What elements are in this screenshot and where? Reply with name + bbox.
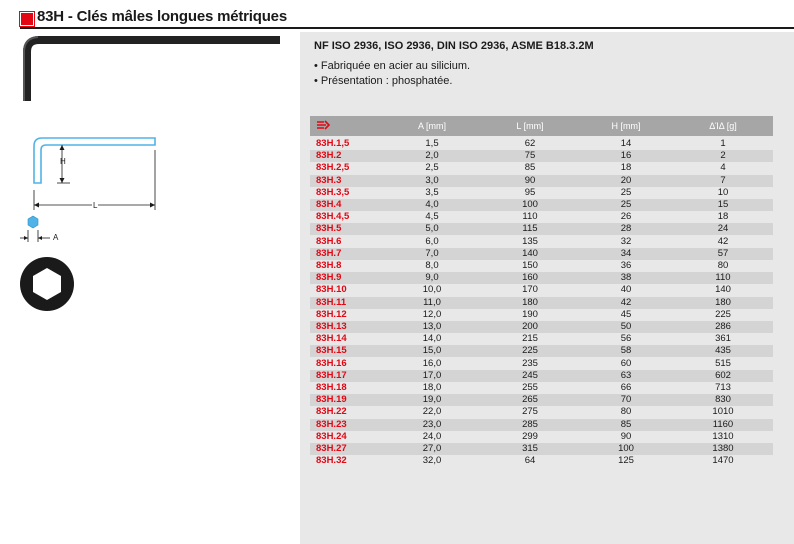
table-row (310, 309, 773, 321)
reference-code: 83H.17 (316, 369, 347, 381)
reference-code: 83H.9 (316, 272, 342, 284)
cell-h: 32 (620, 235, 632, 247)
column-header-h: H [mm] (611, 121, 641, 131)
cell-a: 5,0 (425, 223, 439, 235)
reference-code: 83H.11 (316, 296, 347, 308)
l-dimension-label: L (93, 201, 98, 210)
table-row (310, 211, 773, 223)
reference-code: 83H.1,5 (316, 138, 350, 149)
product-illustrations (0, 0, 300, 320)
cell-h: 42 (620, 296, 632, 308)
reference-code: 83H.32 (316, 455, 347, 467)
table-row (310, 199, 773, 211)
cell-a: 3,0 (425, 174, 439, 186)
cell-a: 16,0 (422, 357, 442, 369)
column-header-l: L [mm] (516, 121, 544, 131)
reference-code: 83H.6 (316, 235, 342, 247)
cell-l: 135 (522, 235, 538, 247)
cell-a: 11,0 (423, 296, 441, 308)
cell-h: 125 (618, 455, 634, 467)
cell-h: 16 (620, 150, 632, 162)
cell-g: 57 (717, 247, 729, 259)
hex-socket-icon (20, 257, 74, 311)
table-row (310, 370, 773, 382)
cell-h: 28 (620, 223, 632, 235)
cell-a: 32,0 (422, 455, 442, 467)
cell-g: 80 (717, 260, 729, 271)
cell-h: 20 (620, 174, 632, 186)
cell-a: 15,0 (422, 345, 442, 357)
cell-h: 36 (620, 260, 632, 271)
cell-l: 160 (522, 272, 538, 284)
reference-code: 83H.5 (316, 223, 342, 235)
cell-h: 25 (620, 199, 632, 210)
cell-h: 38 (620, 272, 632, 284)
table-row (310, 272, 773, 284)
cell-a: 2,0 (425, 150, 439, 162)
h-dimension-label: H (60, 157, 66, 166)
cell-h: 50 (620, 321, 632, 332)
reference-code: 83H.19 (316, 394, 347, 406)
reference-code: 83H.3,5 (316, 186, 350, 198)
reference-code: 83H.24 (316, 430, 347, 442)
cell-l: 64 (524, 455, 536, 467)
cell-l: 115 (522, 223, 538, 235)
cell-h: 63 (620, 369, 632, 381)
cell-l: 255 (522, 382, 538, 393)
table-row (310, 333, 773, 345)
table-row (310, 260, 773, 272)
reference-code: 83H.3 (316, 174, 342, 186)
cell-g: 361 (715, 333, 731, 345)
cell-g: 1160 (712, 418, 734, 430)
reference-code: 83H.12 (316, 308, 347, 320)
cell-l: 190 (522, 308, 538, 320)
cell-a: 9,0 (425, 272, 439, 284)
page-title: 83H - Clés mâles longues métriques (37, 8, 287, 25)
table-row (310, 455, 773, 467)
cell-g: 1380 (712, 443, 734, 454)
reference-arrow-icon (316, 120, 330, 130)
table-row (310, 150, 773, 162)
cell-h: 56 (620, 333, 632, 345)
table-row (310, 394, 773, 406)
cell-l: 285 (522, 418, 538, 430)
standards-line: NF ISO 2936, ISO 2936, DIN ISO 2936, ASME B18.3.2M (314, 40, 594, 52)
cell-h: 26 (620, 211, 632, 223)
reference-code: 83H.2 (316, 150, 342, 162)
cell-l: 200 (522, 321, 538, 332)
cell-l: 265 (522, 394, 538, 406)
cell-l: 275 (522, 406, 538, 418)
cell-a: 12,0 (422, 308, 442, 320)
table-row (310, 138, 773, 150)
cell-a: 7,0 (425, 247, 439, 259)
cell-h: 18 (620, 162, 632, 174)
cell-l: 170 (522, 284, 538, 296)
reference-code: 83H.15 (316, 345, 347, 357)
reference-code: 83H.4 (316, 199, 342, 210)
cell-g: 225 (715, 308, 731, 320)
cell-l: 150 (522, 260, 538, 271)
a-dimension-label: A (53, 233, 59, 242)
cell-l: 100 (522, 199, 538, 210)
cell-h: 80 (620, 406, 632, 418)
cell-l: 90 (524, 174, 536, 186)
cell-h: 85 (620, 418, 632, 430)
reference-code: 83H.13 (316, 321, 347, 332)
cell-g: 1310 (712, 430, 734, 442)
feature-item: • Présentation : phosphatée. (314, 75, 453, 87)
cell-h: 90 (620, 430, 632, 442)
cell-h: 60 (620, 357, 632, 369)
cell-g: 1010 (712, 406, 734, 418)
table-row (310, 406, 773, 418)
table-row (310, 431, 773, 443)
cell-g: 1 (720, 138, 726, 149)
cell-g: 10 (717, 186, 729, 198)
cell-g: 286 (715, 321, 731, 332)
table-row (310, 223, 773, 235)
cell-a: 23,0 (422, 418, 442, 430)
cell-a: 8,0 (425, 260, 439, 271)
cell-g: 18 (717, 211, 729, 223)
reference-code: 83H.2,5 (316, 162, 350, 174)
cell-l: 110 (522, 211, 538, 223)
cell-h: 34 (620, 247, 632, 259)
column-header-a: A [mm] (417, 121, 447, 131)
reference-code: 83H.7 (316, 247, 342, 259)
cell-l: 85 (524, 162, 536, 174)
cell-g: 2 (720, 150, 726, 162)
cell-l: 75 (524, 150, 536, 162)
cell-h: 58 (620, 345, 632, 357)
cell-a: 17,0 (422, 369, 442, 381)
cell-a: 6,0 (425, 235, 439, 247)
cell-h: 100 (618, 443, 634, 454)
table-row (310, 443, 773, 455)
cell-g: 110 (715, 272, 731, 284)
cell-h: 45 (620, 308, 632, 320)
reference-code: 83H.27 (316, 443, 347, 454)
cell-a: 13,0 (422, 321, 442, 332)
cell-a: 10,0 (422, 284, 442, 296)
reference-code: 83H.23 (316, 418, 347, 430)
hex-key-photo (24, 37, 280, 101)
reference-code: 83H.4,5 (316, 211, 350, 223)
table-row (310, 187, 773, 199)
reference-code: 83H.18 (316, 382, 347, 393)
table-row (310, 382, 773, 394)
cell-l: 180 (522, 296, 538, 308)
cell-a: 4,5 (425, 211, 439, 223)
cell-g: 7 (720, 174, 726, 186)
cell-g: 602 (715, 369, 731, 381)
cell-l: 299 (522, 430, 538, 442)
cell-l: 245 (522, 369, 538, 381)
cell-h: 40 (620, 284, 632, 296)
reference-code: 83H.14 (316, 333, 347, 345)
table-row (310, 345, 773, 357)
table-row (310, 297, 773, 309)
cell-h: 66 (620, 382, 632, 393)
dimension-diagram (20, 138, 155, 242)
cell-l: 62 (524, 138, 536, 149)
column-header-weight: ΔΊΔ [g] (709, 121, 737, 131)
cell-h: 25 (620, 186, 632, 198)
reference-code: 83H.8 (316, 260, 342, 271)
table-row (310, 236, 773, 248)
cell-a: 18,0 (422, 382, 442, 393)
table-row (310, 284, 773, 296)
cell-l: 225 (522, 345, 538, 357)
table-row (310, 175, 773, 187)
cell-a: 22,0 (422, 406, 442, 418)
cell-a: 24,0 (422, 430, 442, 442)
cell-l: 315 (522, 443, 538, 454)
cell-g: 15 (717, 199, 729, 210)
cell-l: 215 (522, 333, 538, 345)
cell-a: 3,5 (425, 186, 439, 198)
cell-a: 27,0 (422, 443, 442, 454)
table-row (310, 321, 773, 333)
cell-g: 4 (720, 162, 726, 174)
cell-h: 14 (620, 138, 632, 149)
reference-code: 83H.10 (316, 284, 347, 296)
feature-item: • Fabriquée en acier au silicium. (314, 60, 471, 72)
cell-a: 2,5 (425, 162, 439, 174)
cell-g: 42 (717, 235, 729, 247)
cell-a: 4,0 (425, 199, 439, 210)
cell-l: 140 (522, 247, 538, 259)
reference-code: 83H.16 (316, 357, 347, 369)
table-row (310, 248, 773, 260)
cell-a: 1,5 (425, 138, 439, 149)
cell-g: 140 (715, 284, 731, 296)
cell-g: 24 (717, 223, 729, 235)
cell-g: 1470 (712, 455, 734, 467)
table-row (310, 419, 773, 431)
table-row (310, 358, 773, 370)
cell-g: 830 (715, 394, 731, 406)
cell-l: 235 (522, 357, 538, 369)
cell-g: 515 (715, 357, 731, 369)
cell-h: 70 (620, 394, 632, 406)
cell-g: 435 (715, 345, 731, 357)
table-header (310, 116, 773, 136)
reference-code: 83H.22 (316, 406, 347, 418)
cell-a: 19,0 (422, 394, 442, 406)
cell-g: 713 (715, 382, 731, 393)
cell-a: 14,0 (422, 333, 442, 345)
cell-l: 95 (524, 186, 536, 198)
table-row (310, 162, 773, 174)
cell-g: 180 (715, 296, 731, 308)
